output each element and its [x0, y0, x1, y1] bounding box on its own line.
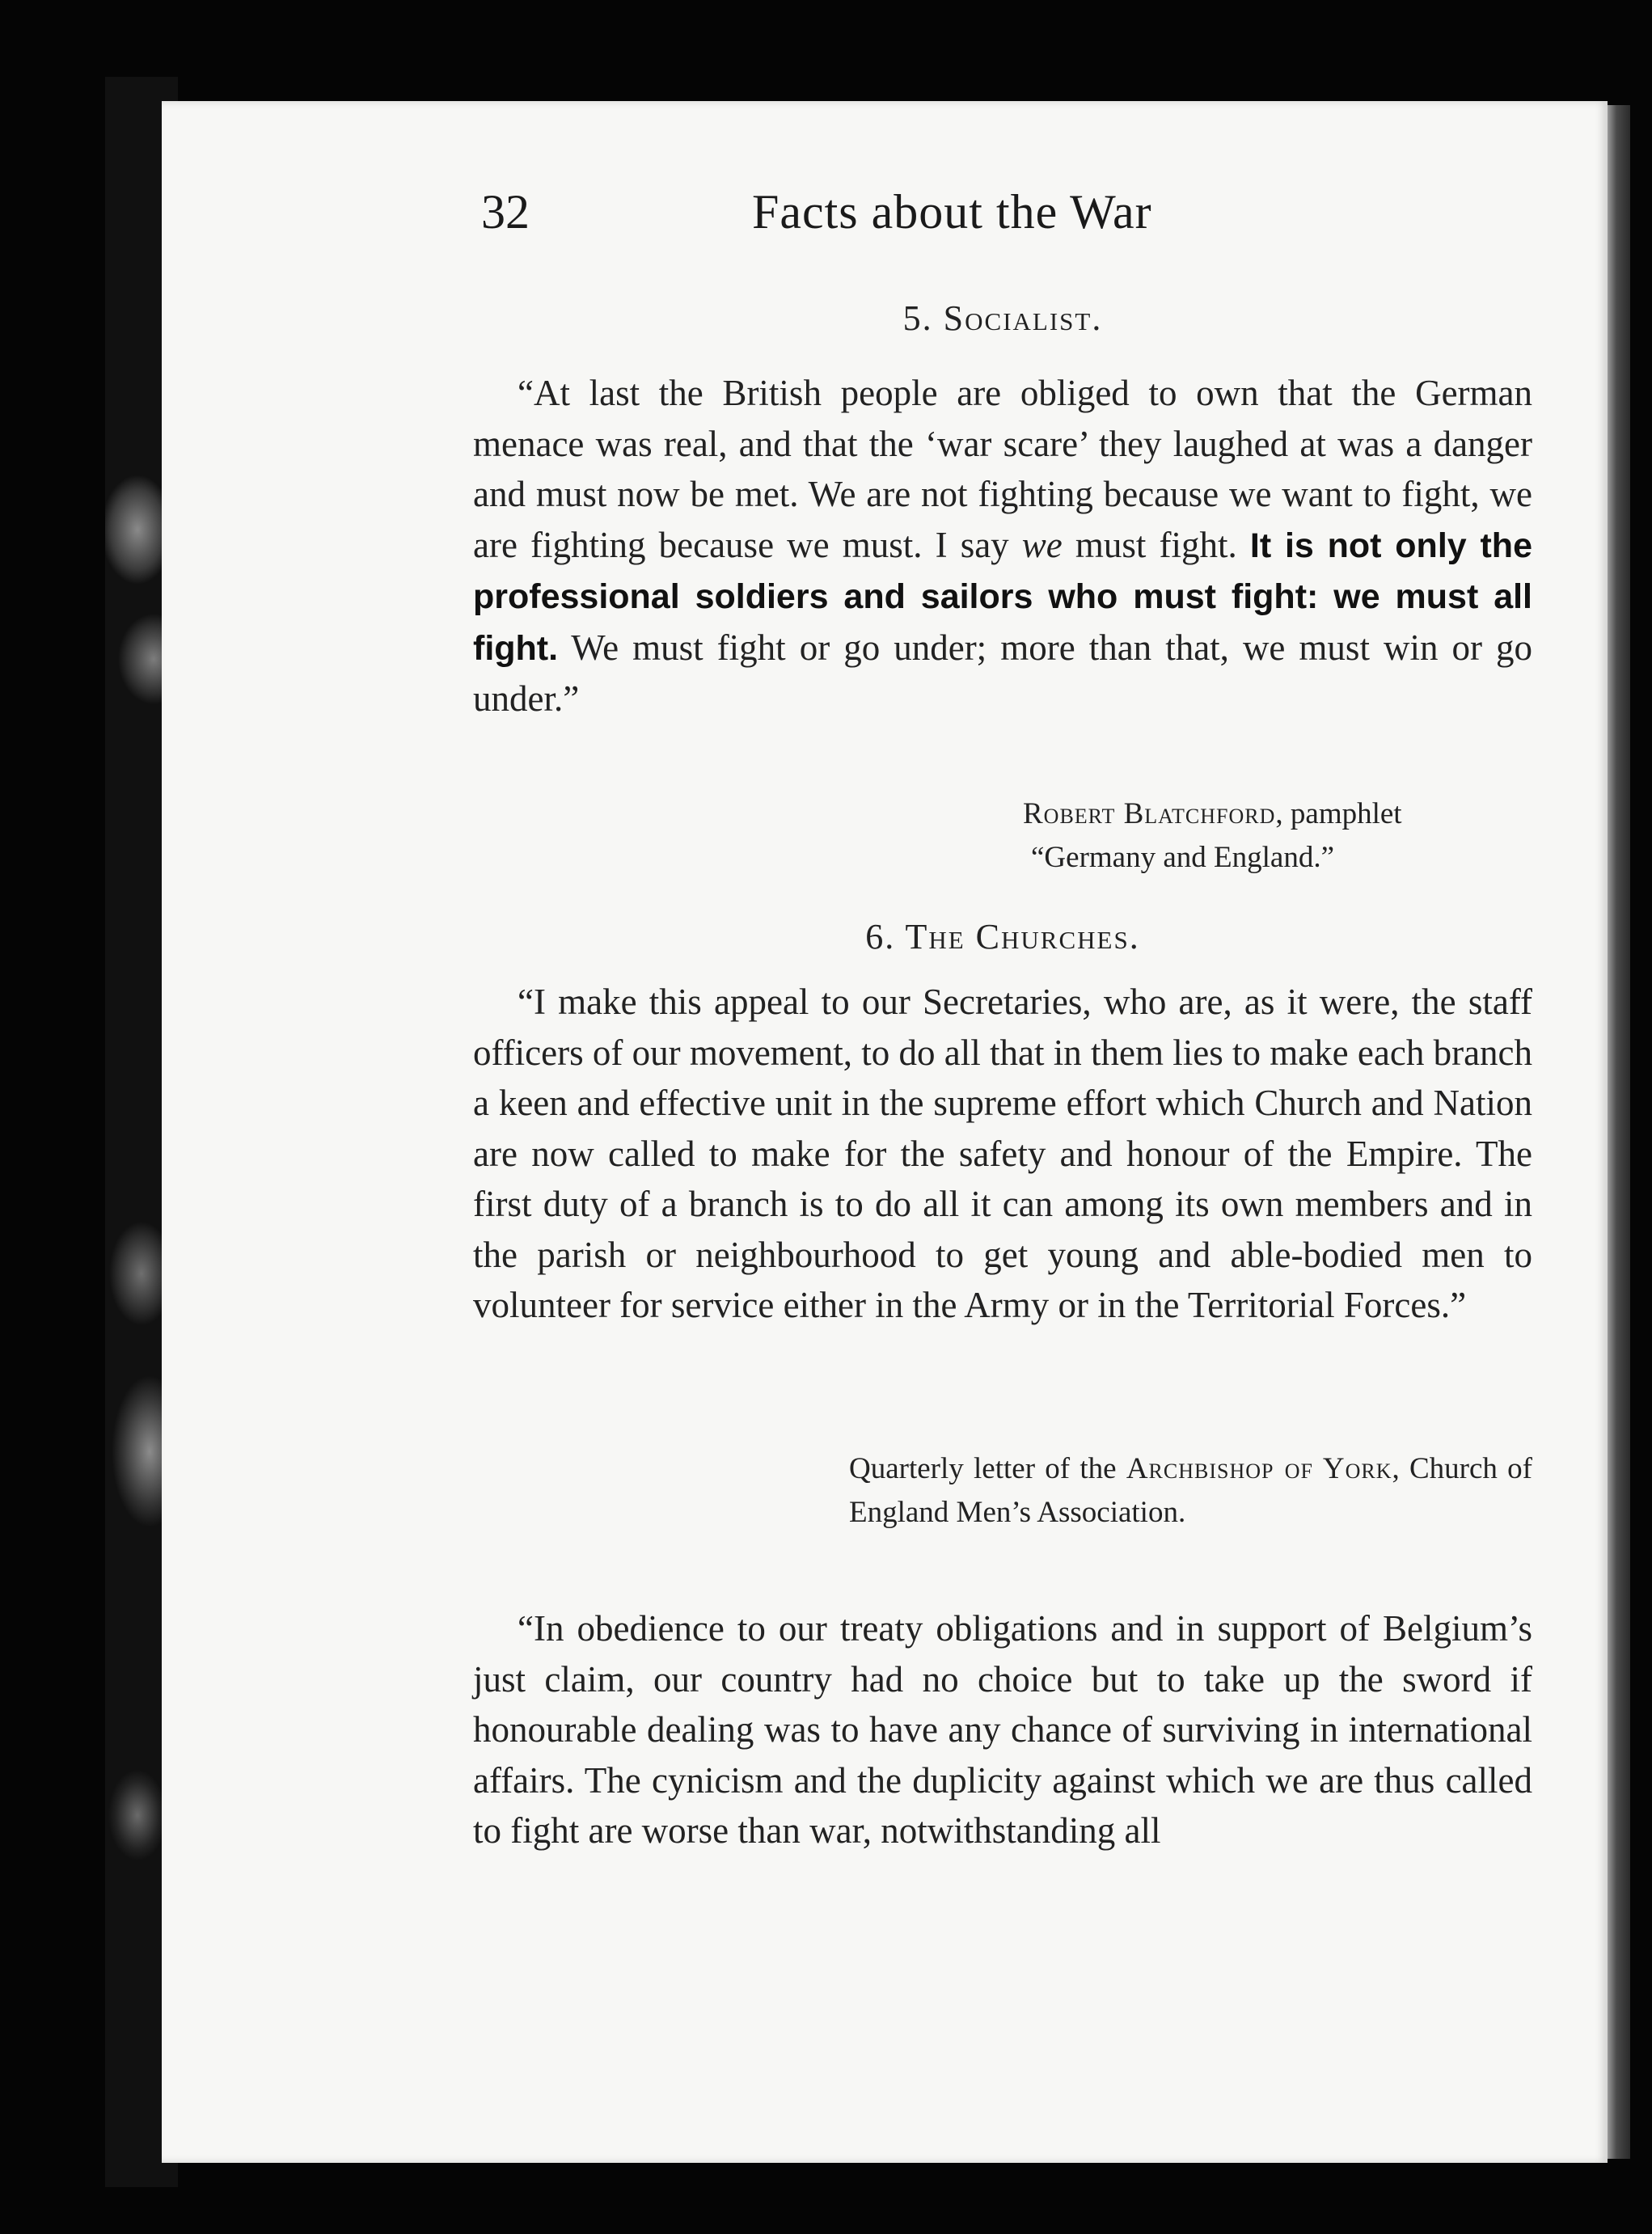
archbishop-name: Archbishop of York: [1126, 1452, 1392, 1485]
socialist-quote: “At last the British people are obliged to own that the German menace was real, and that the ‘war scare’ they laughed at was a danger and must now be met. We are not fighting because we want to fight, we are fighting because we must. I say we must fight. It is not only the professional soldiers and sailors who must fight: we must all fight. We must fight or go under; more than that, we must win or go under.”: [473, 373, 1532, 719]
churches-quote-2: “In obedience to our treaty obligations and in support of Belgium’s just claim, our country had no choice but to take up the sword if honourable dealing was to have any chance of surviving in international affairs. The cynicism and the duplicity against which we are thus called to fight are worse than war, notwithstanding all: [473, 1608, 1532, 1851]
page-edge: [1608, 105, 1630, 2159]
section-heading-socialist: 5. Socialist.: [902, 298, 1103, 338]
churches-quote: “I make this appeal to our Secretaries, who are, as it were, the staff officers of our movement, to do all that in them lies to make each branch a keen and effective unit in the supreme effort which Church and Nation are now called to make for the safety and honour of the Empire. The first duty of a branch is to do all it can among its own members and in the parish or neighbourhood to get young and able-bodied men to volunteer for service either in the Army or in the Territorial Forces.”: [473, 982, 1533, 1325]
bold-passage: It is not only the professional soldiers and sailors who must fight: we must all fight.: [473, 526, 1532, 668]
section-heading-churches: 6. The Churches.: [865, 917, 1140, 957]
churches-attribution: Quarterly letter of the Archbishop of York, Church of England Men’s Association.: [849, 1452, 1532, 1529]
page-header: [481, 184, 1274, 249]
running-title: Facts about the War: [752, 185, 1152, 239]
socialist-attribution: Robert Blatchford, pamphlet “Germany and England.”: [1023, 797, 1402, 874]
page-number: 32: [481, 185, 530, 239]
author-name: Robert Blatchford: [1023, 797, 1276, 830]
emphasis-we: we: [1021, 524, 1063, 565]
